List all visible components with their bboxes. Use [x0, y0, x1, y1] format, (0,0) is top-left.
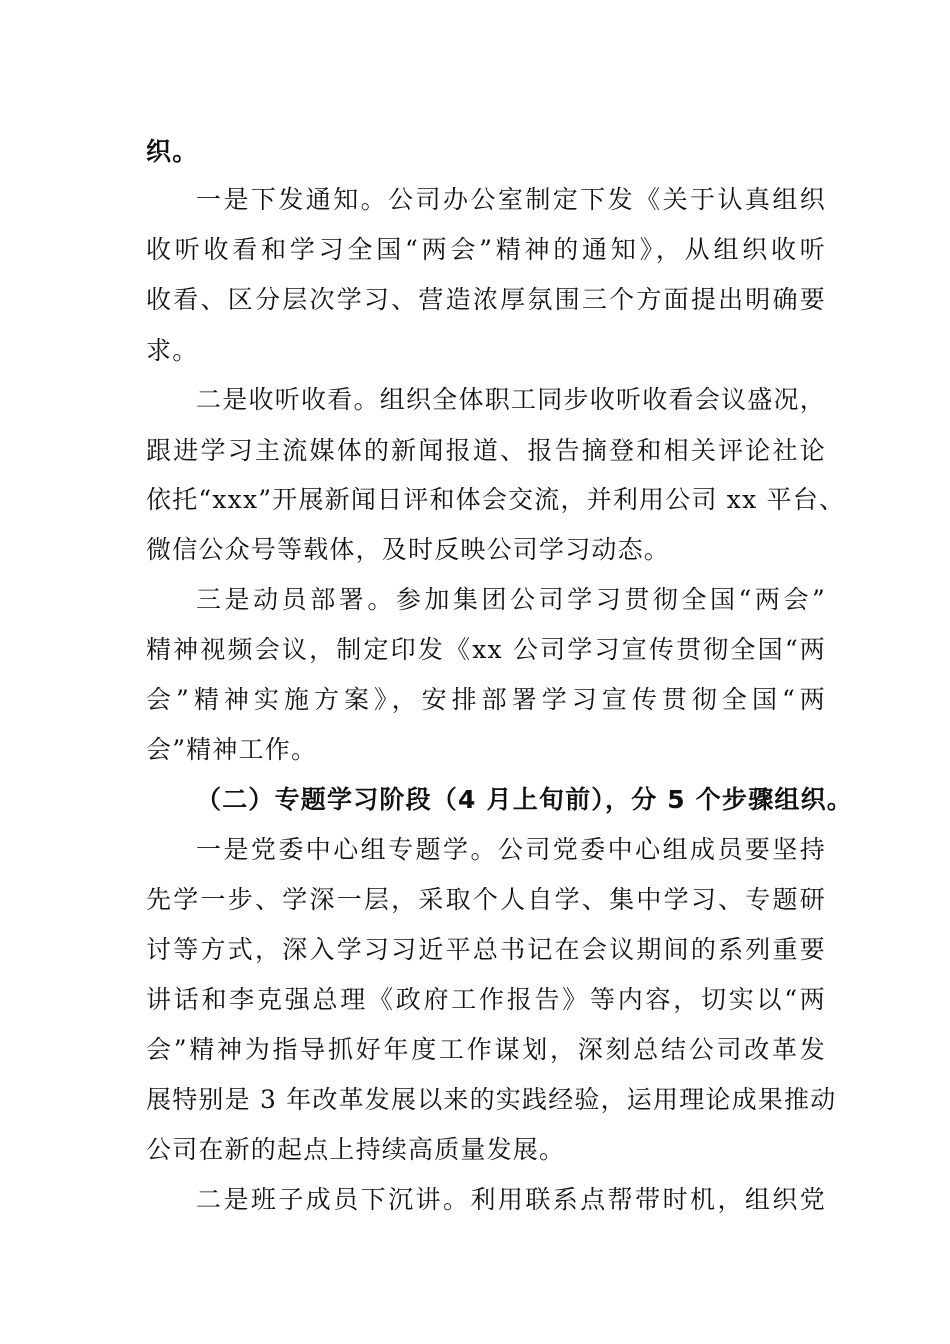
paragraph-line: 跟进学习主流媒体的新闻报道、报告摘登和相关评论社论	[146, 436, 826, 465]
paragraph-line: 二是收听收看。组织全体职工同步收听收看会议盛况，	[196, 385, 826, 414]
paragraph-line: 求。	[146, 336, 199, 365]
paragraph-line: 公司在新的起点上持续高质量发展。	[146, 1135, 566, 1164]
paragraph-line: 依托“xxx”开展新闻日评和体会交流，并利用公司 xx 平台、	[146, 485, 846, 514]
paragraph-line: 一是下发通知。公司办公室制定下发《关于认真组织	[196, 185, 826, 214]
paragraph-line: 讨等方式，深入学习习近平总书记在会议期间的系列重要	[146, 935, 826, 964]
paragraph-line: 收看、区分层次学习、营造浓厚氛围三个方面提出明确要	[146, 285, 826, 314]
section-heading: （二）专题学习阶段（4 月上旬前），分 5 个步骤组织。	[196, 785, 854, 814]
paragraph-line: 会”精神工作。	[146, 735, 318, 764]
paragraph-line: 三是动员部署。参加集团公司学习贯彻全国“两会”	[196, 585, 826, 614]
paragraph-line: 二是班子成员下沉讲。利用联系点帮带时机，组织党	[196, 1185, 826, 1214]
continued-heading-line: 织。	[146, 137, 199, 166]
paragraph-line: 一是党委中心组专题学。公司党委中心组成员要坚持	[196, 835, 826, 864]
paragraph-line: 展特别是 3 年改革发展以来的实践经验，运用理论成果推动	[146, 1085, 837, 1114]
paragraph-line: 讲话和李克强总理《政府工作报告》等内容，切实以“两	[146, 985, 826, 1014]
paragraph-line: 会”精神为指导抓好年度工作谋划，深刻总结公司改革发	[146, 1035, 826, 1064]
paragraph-line: 会”精神实施方案》，安排部署学习宣传贯彻全国“两	[146, 685, 826, 714]
paragraph-line: 精神视频会议，制定印发《xx 公司学习宣传贯彻全国“两	[146, 635, 826, 664]
paragraph-line: 微信公众号等载体，及时反映公司学习动态。	[146, 535, 671, 564]
paragraph-line: 收听收看和学习全国“两会”精神的通知》，从组织收听	[146, 235, 826, 264]
paragraph-line: 先学一步、学深一层，采取个人自学、集中学习、专题研	[146, 885, 826, 914]
